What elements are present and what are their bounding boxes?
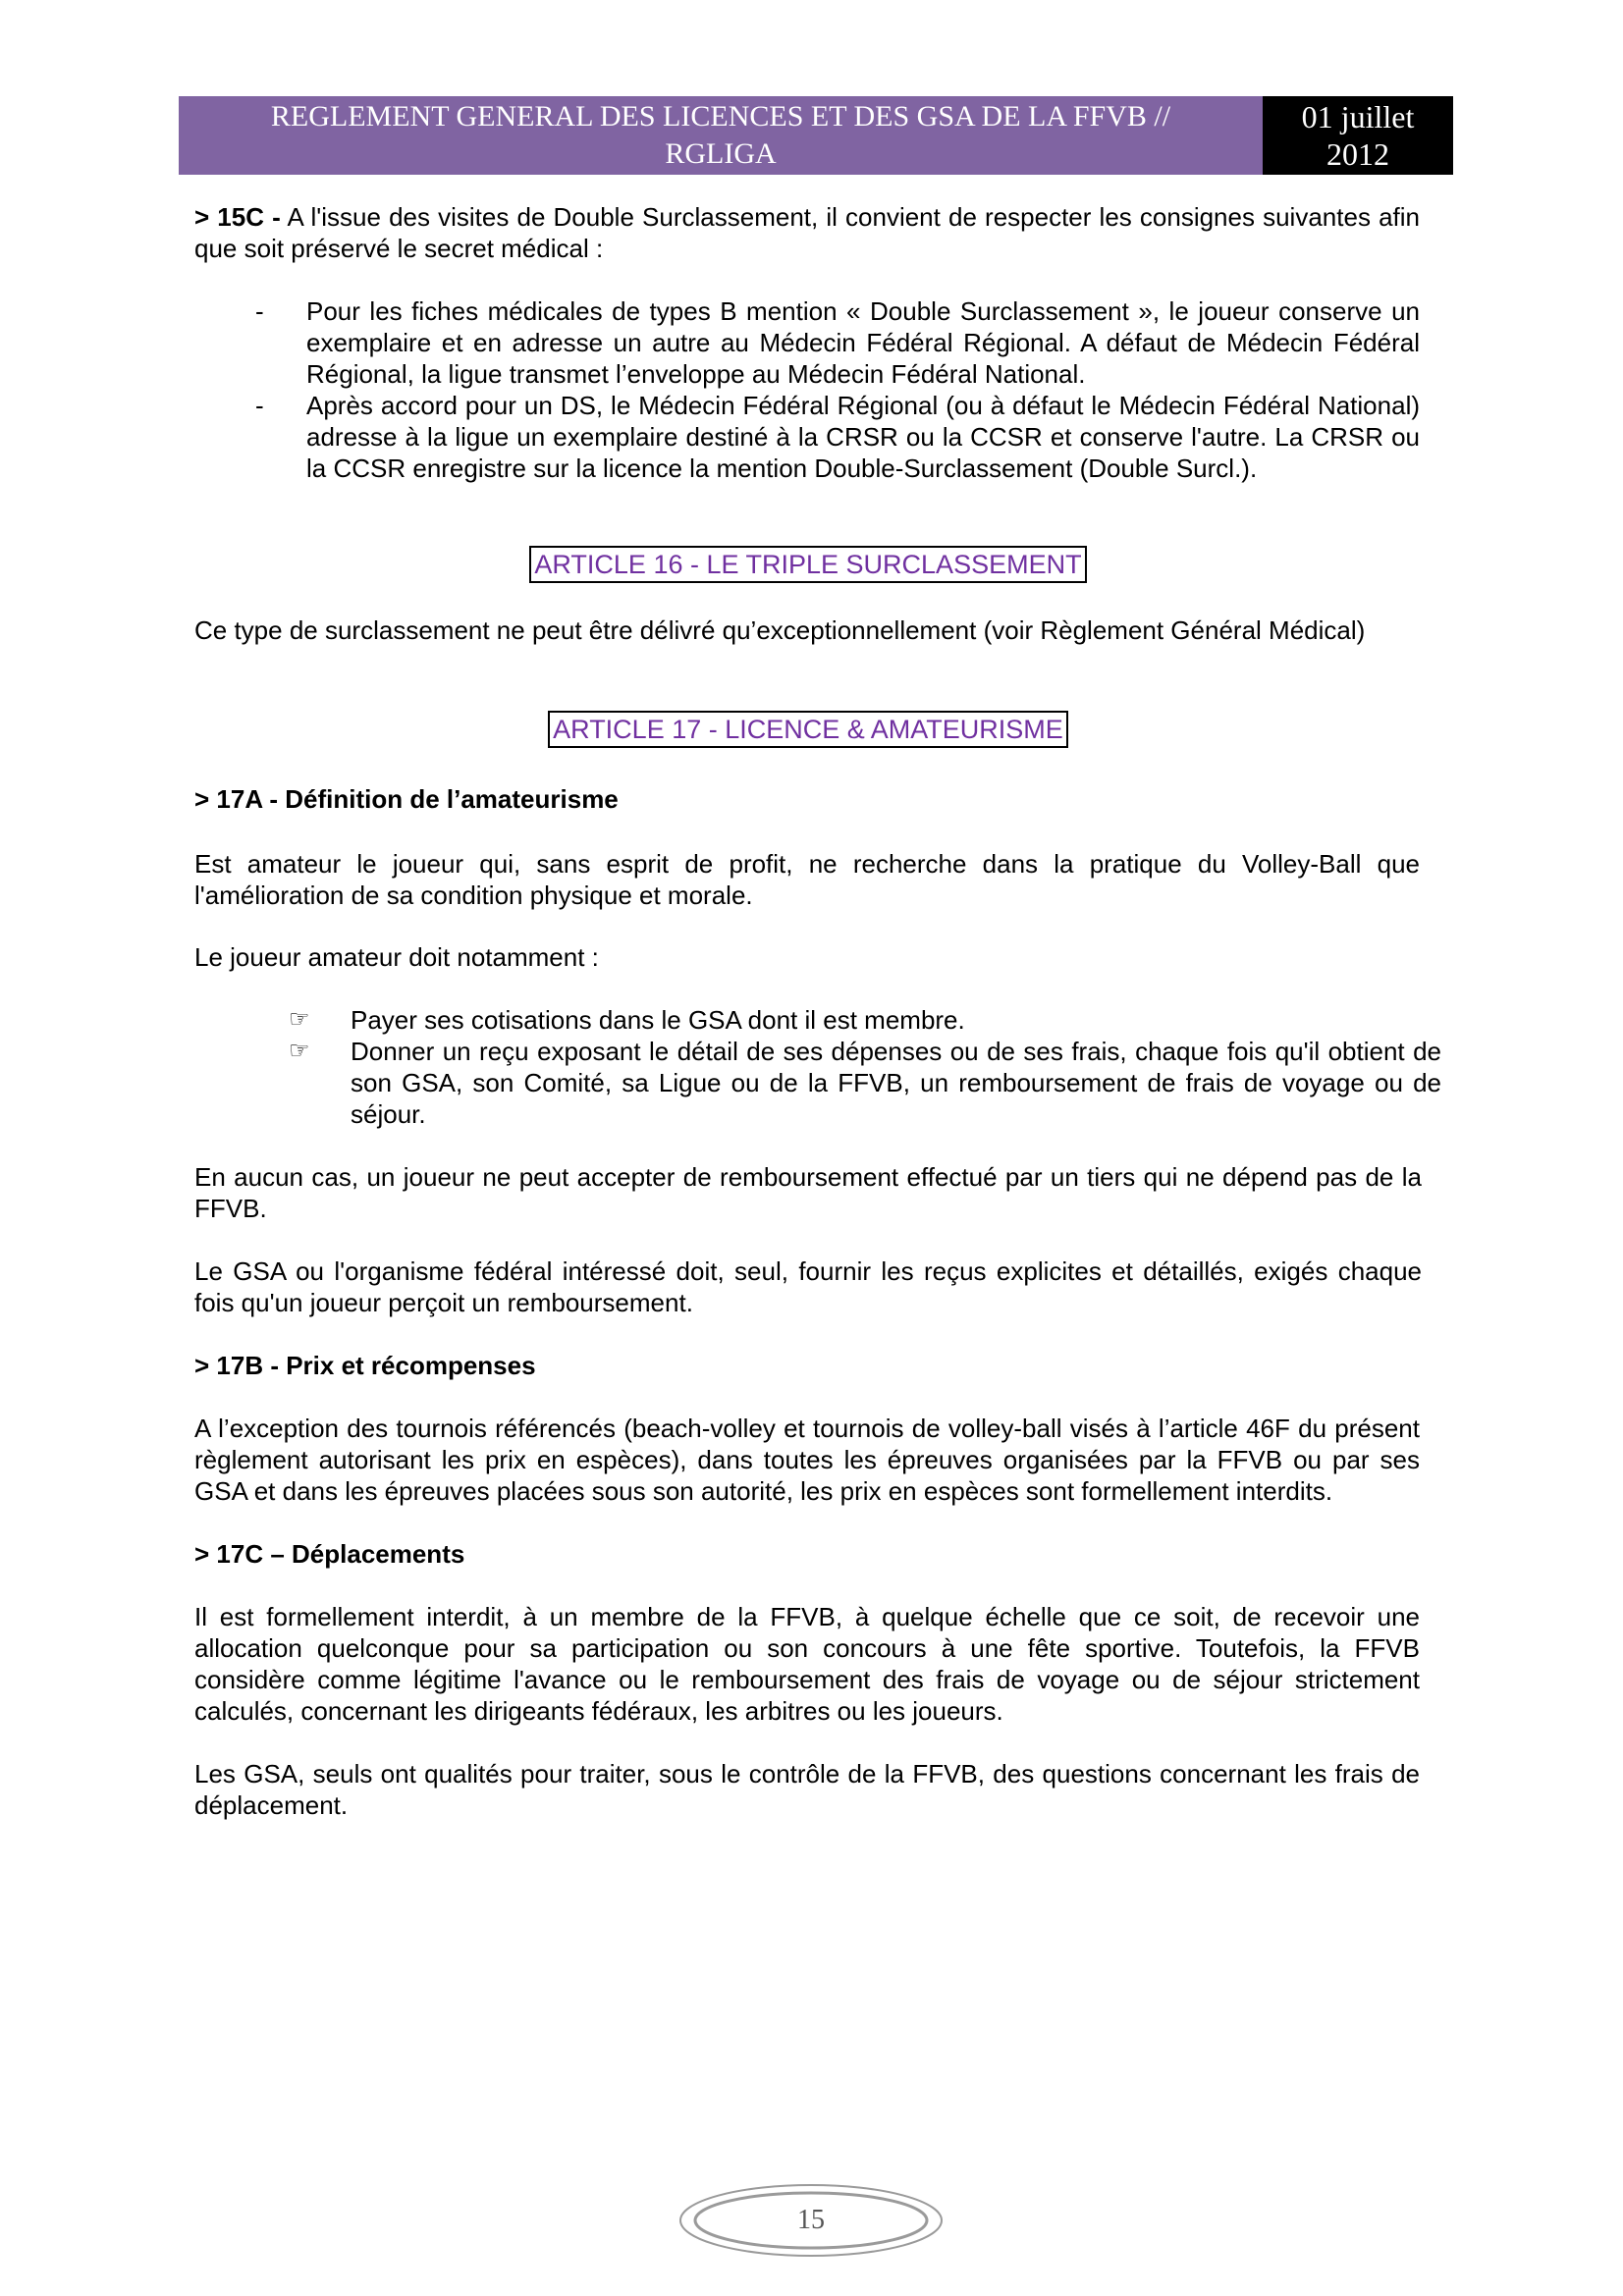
section-17c-paragraph-1: Il est formellement interdit, à un membre de la FFVB, à quelque échelle que ce soit, de recevoir une allocation quelconque pour sa participation ou son concours à une fête sportive. Toutefois, la FFVB considère comme légitime l'avance ou le remboursement des frais de voyage ou de séjour strictement calculés, concernant les dirigeants fédéraux, les arbitres ou les joueurs. bbox=[194, 1602, 1420, 1726]
header-title-line1: REGLEMENT GENERAL DES LICENCES ET DES GSA DE LA FFVB // bbox=[270, 100, 1171, 133]
section-17a-title: > 17A - Définition de l’amateurisme bbox=[194, 784, 619, 814]
header-title bbox=[179, 96, 1263, 175]
pointing-hand-icon: ☞ bbox=[289, 1038, 310, 1064]
section-17a-paragraph-3: En aucun cas, un joueur ne peut accepter de remboursement effectué par un tiers qui ne dépend pas de la FFVB. bbox=[194, 1162, 1422, 1223]
section-17b-title: > 17B - Prix et récompenses bbox=[194, 1351, 536, 1380]
section-15c-list bbox=[194, 295, 1422, 484]
article-16-text: Ce type de surclassement ne peut être délivré qu’exceptionnellement (voir Règlement Général Médical) bbox=[194, 615, 1366, 645]
section-15c-label: > 15C - bbox=[194, 202, 281, 232]
pointing-hand-icon: ☞ bbox=[289, 1006, 310, 1033]
section-17a-paragraph-2: Le joueur amateur doit notamment : bbox=[194, 942, 599, 972]
dash-bullet: - bbox=[255, 391, 264, 420]
list-item bbox=[194, 295, 1420, 390]
page-footer bbox=[677, 2181, 945, 2260]
list-item bbox=[194, 390, 1420, 484]
article-16-heading-wrap bbox=[194, 546, 1422, 583]
article-16-heading: ARTICLE 16 - LE TRIPLE SURCLASSEMENT bbox=[529, 546, 1086, 583]
list-item bbox=[194, 1004, 1441, 1036]
list-item-text: Donner un reçu exposant le détail de ses dépenses ou de ses frais, chaque fois qu'il obtient de son GSA, son Comité, sa Ligue ou de la FFVB, un remboursement de frais de voyage ou de séjour. bbox=[351, 1037, 1441, 1129]
header-date-line1: 01 juillet bbox=[1301, 99, 1415, 134]
list-item-text: Après accord pour un DS, le Médecin Fédéral Régional (ou à défaut le Médecin Fédéral National) adresse à la ligue un exemplaire destiné à la CRSR ou la CCSR et conserve l'autre. La CRSR ou la CCSR enregistre sur la licence la mention Double-Surclassement (Double Surcl.). bbox=[306, 391, 1420, 483]
list-item bbox=[194, 1036, 1441, 1130]
section-17a-paragraph-4: Le GSA ou l'organisme fédéral intéressé doit, seul, fournir les reçus explicites et détaillés, exigés chaque fois qu'un joueur perçoit un remboursement. bbox=[194, 1256, 1422, 1317]
article-17-heading-wrap bbox=[194, 711, 1422, 748]
section-17a-list bbox=[194, 1004, 1441, 1130]
dash-bullet: - bbox=[255, 296, 264, 326]
page-number: 15 bbox=[797, 2205, 825, 2235]
article-17-heading: ARTICLE 17 - LICENCE & AMATEURISME bbox=[548, 711, 1068, 748]
section-15c-intro bbox=[194, 201, 1420, 264]
list-item-text: Pour les fiches médicales de types B mention « Double Surclassement », le joueur conserve un exemplaire et en adresse un autre au Médecin Fédéral Régional. A défaut de Médecin Fédéral Régional, la ligue transmet l’enveloppe au Médecin Fédéral National. bbox=[306, 296, 1420, 389]
section-15c-text: A l'issue des visites de Double Surclassement, il convient de respecter les consignes suivantes afin que soit préservé le secret médical : bbox=[194, 202, 1420, 263]
section-17c-title: > 17C – Déplacements bbox=[194, 1539, 465, 1569]
section-17b-paragraph-1: A l’exception des tournois référencés (beach-volley et tournois de volley-ball visés à l’article 46F du présent règlement autorisant les prix en espèces), dans toutes les épreuves organisées par la FFVB ou par ses GSA et dans les épreuves placées sous son autorité, les prix en espèces sont formellement interdits. bbox=[194, 1414, 1420, 1506]
header-date bbox=[1263, 96, 1453, 175]
section-17a-paragraph-1: Est amateur le joueur qui, sans esprit de profit, ne recherche dans la pratique du Volley-Ball que l'amélioration de sa condition physique et morale. bbox=[194, 849, 1420, 910]
page-content bbox=[194, 201, 1441, 1821]
header-title-line2: RGLIGA bbox=[665, 137, 777, 170]
page-header bbox=[179, 96, 1453, 175]
list-item-text: Payer ses cotisations dans le GSA dont il est membre. bbox=[351, 1005, 965, 1035]
section-17c-paragraph-2: Les GSA, seuls ont qualités pour traiter, sous le contrôle de la FFVB, des questions concernant les frais de déplacement. bbox=[194, 1759, 1420, 1820]
header-date-line2: 2012 bbox=[1326, 136, 1389, 172]
